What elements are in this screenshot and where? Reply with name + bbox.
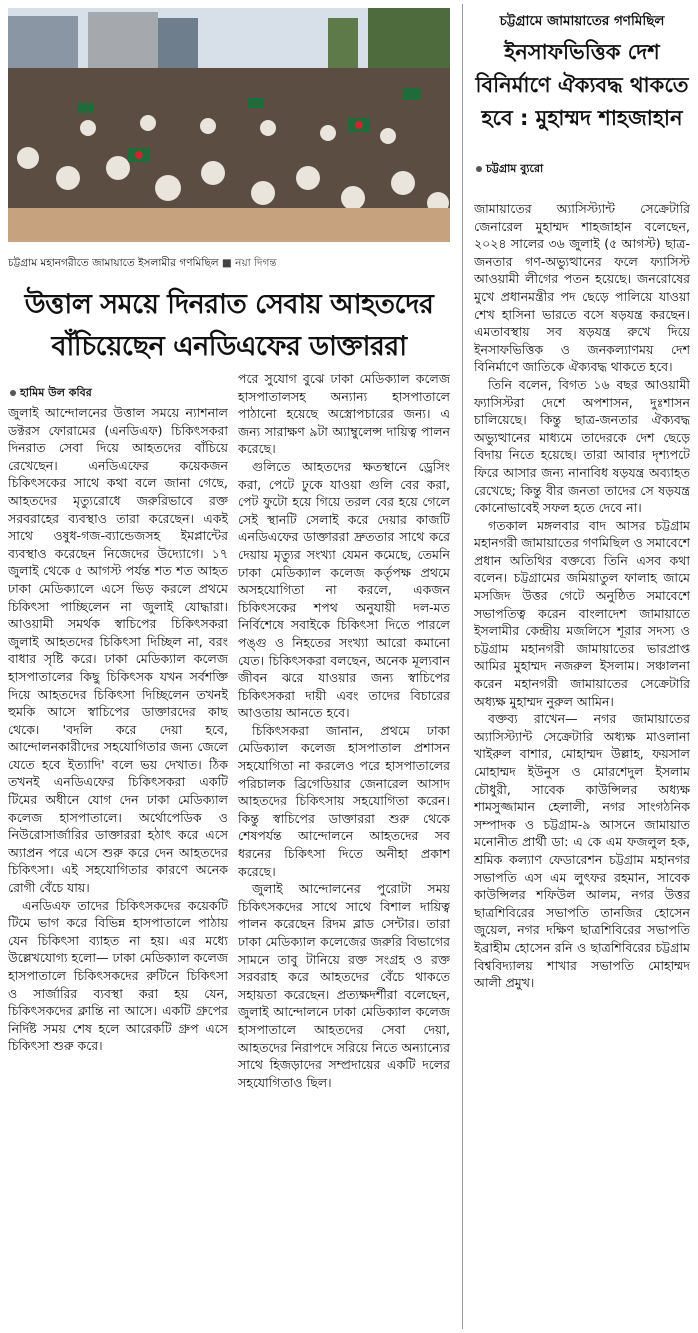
rally-crowd-illustration xyxy=(8,8,450,242)
main-headline xyxy=(8,284,450,368)
paragraph: পরে সুযোগ বুঝে ঢাকা মেডিক্যাল কলেজ হাসপাতালসহ অন্যান্য হাসপাতালে পাঠানো হয়েছে অস্ত্রোপচারের জন্য। এ জন্য সারাক্ষণ ৯টা অ্যাম্বুলেন্স দায়িত্ব পালন করেছে। xyxy=(238,371,450,457)
side-byline-name: চট্টগ্রাম ব্যুরো xyxy=(486,162,544,175)
side-headline-line3: হবে : মুহাম্মদ শাহজাহান xyxy=(481,106,683,130)
main-story-column-2 xyxy=(238,370,450,1330)
paragraph: গুলিতে আহতদের ক্ষতস্থানে ড্রেসিং করা, পেটে ঢুকে যাওয়া গুলি বের করা, পেট ফুটো হয়ে গিয়ে তরল বের হয়ে গেলে সেই স্থানটি সেলাই করে দেয়ার কাজটি এনডিএফের ডাক্তাররা দ্রুততার সাথে করে দেয়ায় মৃত্যুর সংখ্যা যেমন কমেছে, তেমনি ঢাকা মেডিক্যাল কলেজ কর্তৃপক্ষ প্রথমে অসহযোগিতা না করলে, একজন চিকিৎসকের শপথ অনুযায়ী দল-মত নির্বিশেষে সবাইকে চিকিৎসা দিতে পারলে পঙ্গু ও নিহতের সংখ্যা আরো কমানো যেত। চিকিৎসকরা বলছেন, অনেক মূল্যবান জীবন ঝরে যাওয়ার জন্য স্বাচিপের চিকিৎসকরা দায়ী এবং তাদের বিচারের আওতায় আনতে হবে। xyxy=(238,458,450,721)
paragraph: এনডিএফ তাদের চিকিৎসকদের কয়েকটি টিমে ভাগ করে বিভিন্ন হাসপাতালে পাঠায় যেন চিকিৎসা ব্যাহত না হয়। এর মধ্যে উল্লেখযোগ্য হলো— ঢাকা মেডিক্যাল কলেজ হাসপাতালে চিকিৎসকদের রুটিনে চিকিৎসা ও সার্জারির ব্যবস্থা করা হয় যেন, চিকিৎসকদের ক্লান্তি না আসে। একটি গ্রুপের নির্দিষ্ট সময় শেষ হলে আরেকটি গ্রুপ এসে চিকিৎসা শুরু করে। xyxy=(8,897,228,1054)
caption-credit: ■ নয়া দিগন্ত xyxy=(221,257,277,269)
side-headline-line2: বিনির্মাণে ঐক্যবদ্ধ থাকতে xyxy=(475,73,689,97)
side-headline xyxy=(474,36,690,135)
caption-text: চট্টগ্রাম মহানগরীতে জামায়াতে ইসলামীর গণমিছিল xyxy=(8,257,219,269)
paragraph: জুলাই আন্দোলনের পুরোটা সময় চিকিৎসকদের সাথে সাথে বিশাল দায়িত্ব পালন করেছেন রিদম ব্লাড সেন্টার। তারা ঢাকা মেডিক্যাল কলেজের জরুরি বিভাগের সামনে তাবু টানিয়ে রক্ত সংগ্রহ ও রক্ত সরবরাহ করে আহতদের বেঁচে থাকতে সহায়তা করেছেন। প্রত্যক্ষদর্শীরা বলেছেন, জুলাই আন্দোলনে ঢাকা মেডিক্যাল কলেজ হাসপাতালে আহতদের সেবা দেয়া, আহতদের নিরাপদে সরিয়ে নিতে অন্যান্যের সাথে হিজড়াদের সম্প্রদায়ের একটি দলের সহযোগিতাও ছিল। xyxy=(238,881,450,1090)
rally-photo xyxy=(8,8,450,242)
main-headline-line1: উত্তাল সময়ে দিনরাত সেবায় আহতদের xyxy=(24,289,434,320)
side-kicker: চট্টগ্রামে জামায়াতের গণমিছিল xyxy=(499,13,665,29)
side-byline xyxy=(476,160,543,179)
side-story-column xyxy=(474,200,690,1330)
paragraph: জুলাই আন্দোলনের উত্তাল সময়ে ন্যাশনাল ডক্টরস ফোরামের (এনডিএফ) চিকিৎসকরা দিনরাত সেবা দিয়ে আহতদের বাঁচিয়ে রেখেছেন। এনডিএফের কয়েকজন চিকিৎসকের সাথে কথা বলে জানা গেছে, আহতদের মৃত্যুরোধে জরুরিভাবে রক্ত সরবরাহের ব্যবস্থাও তারা করেছেন। একই সাথে ওষুধ-গজ-ব্যান্ডেজসহ ইমপ্লান্টের ব্যবস্থাও করেছেন নিজেদের উদ্যোগে। ১৭ জুলাই থেকে ৫ আগস্ট পর্যন্ত শত শত আহত ঢাকা মেডিক্যালে এসে ভিড় করলে প্রথমে চিকিৎসা পাচ্ছিলেন না জুলাই যোদ্ধারা। আওয়ামী সমর্থক স্বাচিপের চিকিৎসকরা জুলাই আহতদের চিকিৎসা দিচ্ছিল না, বরং বাধার সৃষ্টি করে। ঢাকা মেডিক্যাল কলেজ হাসপাতালের কিছু চিকিৎসক যখন সর্বশক্তি দিয়ে আহতদের চিকিৎসা দিচ্ছিলেন তখনই হুমকি আসে স্বাচিপের ডাক্তারদের কাছ থেকে। 'বদলি করে দেয়া হবে, আন্দোলনকারীদের সহযোগিতার জন্য জেলে যেতে হবে ইত্যাদি' বলে ভয় দেখাত। ঠিক তখনই এনডিএফের চিকিৎসকরা একটি টিমের অধীনে যোগ দেন ঢাকা মেডিক্যাল কলেজ হাসপাতালে। অর্থোপেডিক ও নিউরোসার্জারির ডাক্তাররা হঠাৎ করে এসে অ্যাপ্রন পরে এসে শুরু করে দেন আহতদের চিকিৎসা। এই সহযোগিতার কারণে অনেক রোগী বেঁচে যায়। xyxy=(8,405,228,896)
column-divider xyxy=(462,4,463,1329)
paragraph: গতকাল মঙ্গলবার বাদ আসর চট্টগ্রাম মহানগরী জামায়াতের গণমিছিল ও সমাবেশে প্রধান অতিথির বক্তব্যে তিনি এসব কথা বলেন। চট্টগ্রামের জমিয়াতুল ফালাহ জামে মসজিদ উত্তর গেটে অনুষ্ঠিত সমাবেশে সভাপতিত্ব করেন বাংলাদেশ জামায়াতে ইসলামীর কেন্দ্রীয় মজলিসে শূরার সদস্য ও চট্টগ্রাম মহানগরী জামায়াতের ভারপ্রাপ্ত আমির মুহাম্মদ নজরুল ইসলাম। সঞ্চালনা করেন মহানগরী জামায়াতের সেক্রেটারি অধ্যক্ষ মুহাম্মদ নুরুল আমিন। xyxy=(474,517,690,709)
paragraph: জামায়াতের অ্যাসিস্ট্যান্ট সেক্রেটারি জেনারেল মুহাম্মদ শাহজাহান বলেছেন, ২০২৪ সালের ৩৬ জুলাই (৫ আগস্ট) ছাত্র-জনতার গণ-অভ্যুত্থানের ফলে ফ্যাসিস্ট আওয়ামী লীগের পতন হয়েছে। জনরোষের মুখে প্রধানমন্ত্রীর পদ ছেড়ে পালিয়ে যাওয়া শেখ হাসিনা ভারতে বসে ষড়যন্ত্র করছেন। এমতাবস্থায় সব ষড়যন্ত্র রুখে দিয়ে ইনসাফভিত্তিক ও জনকল্যাণময় দেশ বিনির্মাণে জাতিকে ঐক্যবদ্ধ থাকতে হবে। xyxy=(474,201,690,375)
main-byline xyxy=(10,384,92,403)
paragraph: তিনি বলেন, বিগত ১৬ বছর আওয়ামী ফ্যাসিস্টরা দেশে অপশাসন, দুঃশাসন চালিয়েছে। কিন্তু ছাত্র-জনতার ঐক্যবদ্ধ অভ্যুত্থানের মাধ্যমে তাদেরকে দেশ ছেড়ে বিদায় নিতে হয়েছে। তারা আবার দৃশ্যপটে ফিরে আসার জন্য নানাবিধ ষড়যন্ত্র অব্যাহত রেখেছে; কিন্তু বীর জনতা তাদের সে ষড়যন্ত্র কোনোভাবেই সফল হতে দেবে না। xyxy=(474,376,690,516)
main-byline-name: হামিম উল কবির xyxy=(20,386,92,399)
side-headline-line1: ইনসাফভিত্তিক দেশ xyxy=(504,40,660,64)
main-headline-line2: বাঁচিয়েছেন এনডিএফের ডাক্তাররা xyxy=(51,331,407,362)
paragraph: চিকিৎসকরা জানান, প্রথমে ঢাকা মেডিক্যাল কলেজ হাসপাতাল প্রশাসন সহযোগিতা না করলেও পরে হাসপাতালের পরিচালক ব্রিগেডিয়ার জেনারেল আসাদ আহতদের চিকিৎসায় সহযোগিতা করেন। কিন্তু স্বাচিপের ডাক্তাররা শুরু থেকে শেষপর্যন্ত আন্দোলনে আহতদের সব ধরনের চিকিৎসা দিতে অনীহা প্রকাশ করেছে। xyxy=(238,722,450,879)
paragraph: বক্তব্য রাখেন— নগর জামায়াতের অ্যাসিস্ট্যান্ট সেক্রেটারি অধ্যক্ষ মাওলানা খাইরুল বাশার, মোহাম্মদ উল্লাহ, ফয়সাল মোহাম্মদ ইউনুস ও মোরশেদুল ইসলাম চৌধুরী, সাবেক কাউন্সিলর অধ্যক্ষ শামসুজ্জামান হেলালী, নগর সাংগঠনিক সম্পাদক ও চট্টগ্রাম-৯ আসনে জামায়াত মনোনীত প্রার্থী ডা: এ কে এম ফজলুল হক, শ্রমিক কল্যাণ ফেডারেশন চট্টগ্রাম মহানগর সভাপতি এস এম লুৎফর রহমান, সাবেক কাউন্সিলর শফিউল আলম, নগর উত্তর ছাত্রশিবিরের সভাপতি তানজির হোসেন জুয়েল, নগর দক্ষিণ ছাত্রশিবিরের সভাপতি ইব্রাহীম হোসেন রনি ও ছাত্রশিবিরের চট্টগ্রাম বিশ্ববিদ্যালয় শাখার সভাপতি মোহাম্মদ আলী প্রমুখ। xyxy=(474,711,690,991)
main-story-column-1 xyxy=(8,404,228,1330)
photo-caption xyxy=(8,256,450,270)
bullet-icon xyxy=(10,390,16,396)
bullet-icon xyxy=(476,166,482,172)
